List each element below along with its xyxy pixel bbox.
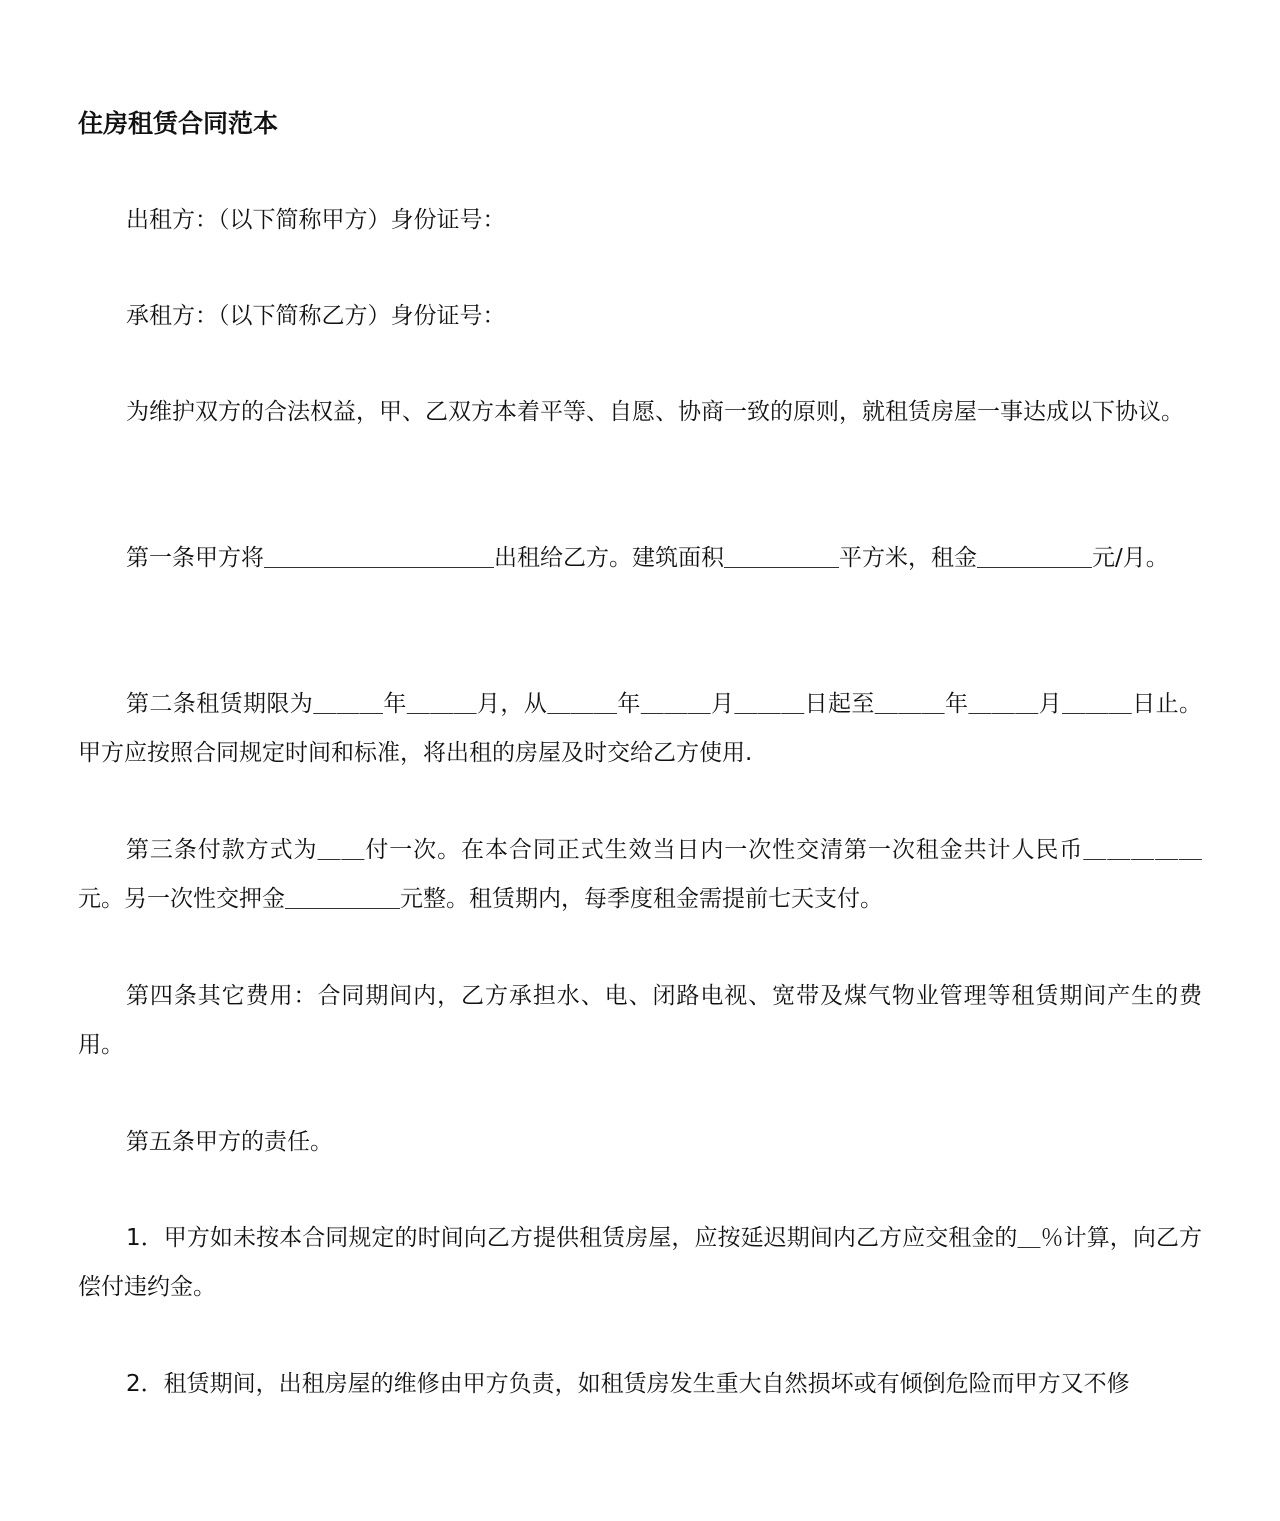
article-5-heading: 第五条甲方的责任。	[126, 1129, 333, 1155]
document-title: 住房租赁合同范本	[78, 109, 279, 138]
article-2-paragraph: 第二条租赁期限为＿＿＿年＿＿＿月，从＿＿＿年＿＿＿月＿＿＿日起至＿＿＿年＿＿＿月＿＿＿日止。甲方应按照合同规定时间和标准，将出租的房屋及时交给乙方使用.	[78, 691, 1202, 766]
lessor-line: 出租方：（以下简称甲方）身份证号：	[126, 207, 506, 233]
article-3-paragraph: 第三条付款方式为＿＿付一次。在本合同正式生效当日内一次性交清第一次租金共计人民币＿＿＿＿＿元。另一次性交押金＿＿＿＿＿元整。租赁期内，每季度租金需提前七天支付。	[78, 837, 1202, 912]
article-1-paragraph: 第一条甲方将＿＿＿＿＿＿＿＿＿＿出租给乙方。建筑面积＿＿＿＿＿平方米，租金＿＿＿＿＿元/月。	[126, 545, 1169, 571]
preamble-paragraph: 为维护双方的合法权益，甲、乙双方本着平等、自愿、协商一致的原则，就租赁房屋一事达成以下协议。	[126, 399, 1184, 425]
article-5-clause-1: 1．甲方如未按本合同规定的时间向乙方提供租赁房屋，应按延迟期间内乙方应交租金的＿％计算，向乙方偿付违约金。	[78, 1225, 1202, 1300]
lessee-line: 承租方：（以下简称乙方）身份证号：	[126, 303, 506, 329]
article-5-clause-2: 2．租赁期间，出租房屋的维修由甲方负责，如租赁房发生重大自然损坏或有倾倒危险而甲方又不修	[126, 1371, 1130, 1397]
article-4-paragraph: 第四条其它费用：合同期间内，乙方承担水、电、闭路电视、宽带及煤气物业管理等租赁期间产生的费用。	[78, 983, 1202, 1058]
